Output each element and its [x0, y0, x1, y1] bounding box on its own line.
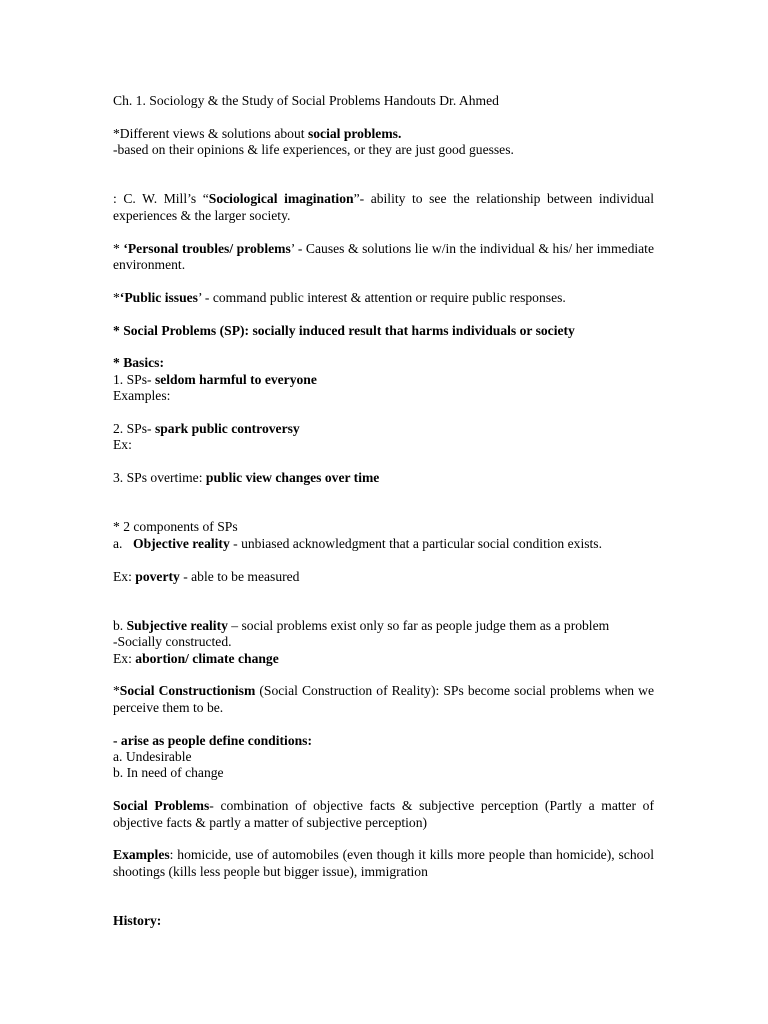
- objective-reality-bold: Objective reality: [133, 535, 230, 551]
- components-heading-text: * 2 components of SPs: [113, 519, 238, 535]
- basics-item-1-examples: [113, 388, 654, 404]
- mills-bold: Sociological imagination: [208, 191, 354, 207]
- basics-item-3: [113, 470, 654, 486]
- abortion-ex-bold: abortion/ climate change: [135, 650, 279, 666]
- basics-item-2-bold: spark public controversy: [154, 421, 300, 437]
- subjective-reality-bold: Subjective reality: [126, 617, 228, 633]
- poverty-ex-prefix: Ex:: [113, 568, 136, 584]
- different-views-line: [113, 126, 654, 142]
- views-bold: social problems.: [307, 125, 402, 141]
- mills-suffix: ”- ability to see the relationship between individual experiences & the larger society.: [113, 191, 654, 223]
- sp-combination-paragraph: [113, 798, 654, 831]
- basics-item-3-bold: public view changes over time: [205, 470, 380, 486]
- basics-item-1: [113, 372, 654, 388]
- objective-reality-line: [113, 536, 654, 552]
- objective-reality-suffix: - unbiased acknowledgment that a particular social condition exists.: [229, 535, 602, 551]
- mills-prefix: : C. W. Mill’s “: [113, 191, 209, 207]
- sp-combo-suffix: - combination of objective facts & subjective perception (Partly a matter of objective facts & partly a matter of subjective perception): [113, 798, 654, 830]
- examples-paragraph: [113, 847, 654, 880]
- mills-paragraph: [113, 191, 654, 224]
- arise-heading: [113, 733, 654, 749]
- socially-constructed-line: [113, 634, 654, 650]
- basics-item-2-ex: [113, 437, 654, 453]
- basics-item-1-examples-text: Examples:: [113, 388, 171, 404]
- poverty-ex-suffix: - able to be measured: [179, 568, 300, 584]
- subjective-reality-line: [113, 618, 654, 634]
- examples-suffix: : homicide, use of automobiles (even though it kills more people than homicide), school shootings (kills less people but bigger issue), immigration: [113, 847, 654, 879]
- objective-reality-label: a.: [113, 535, 123, 551]
- sp-combo-bold: Social Problems: [113, 798, 210, 814]
- arise-b-text: b. In need of change: [113, 765, 224, 781]
- constructionism-prefix: *: [113, 683, 120, 699]
- arise-bold: - arise as people define conditions:: [113, 732, 312, 748]
- constructionism-bold: Social Constructionism: [119, 683, 256, 699]
- poverty-example: [113, 569, 654, 585]
- constructionism-paragraph: [113, 683, 654, 716]
- basics-item-3-prefix: 3. SPs overtime:: [113, 470, 206, 486]
- components-heading: [113, 519, 654, 535]
- history-bold: History:: [113, 913, 162, 929]
- troubles-prefix: *: [113, 240, 124, 256]
- examples-bold: Examples: [113, 847, 170, 863]
- basics-item-2: [113, 421, 654, 437]
- socially-constructed-text: -Socially constructed.: [113, 634, 232, 650]
- abortion-ex-prefix: Ex:: [113, 650, 136, 666]
- basics-heading: [113, 355, 654, 371]
- public-issues-paragraph: [113, 290, 654, 306]
- opinions-line: [113, 142, 654, 158]
- constructionism-suffix: (Social Construction of Reality): SPs become social problems when we perceive them to be.: [113, 683, 654, 715]
- basics-item-2-prefix: 2. SPs-: [113, 421, 155, 437]
- arise-item-b: [113, 765, 654, 781]
- basics-heading-text: * Basics:: [113, 355, 164, 371]
- views-line2: -based on their opinions & life experiences, or they are just good guesses.: [113, 142, 514, 158]
- subjective-reality-prefix: b.: [113, 617, 127, 633]
- public-issues-prefix: *: [113, 289, 120, 305]
- subjective-reality-suffix: – social problems exist only so far as people judge them as a problem: [227, 617, 610, 633]
- basics-item-1-prefix: 1. SPs-: [113, 371, 155, 387]
- troubles-suffix: ’ - Causes & solutions lie w/in the individual & his/ her immediate environment.: [113, 240, 654, 273]
- personal-troubles-paragraph: [113, 241, 654, 274]
- public-issues-suffix: ’ - command public interest & attention or require public responses.: [197, 289, 566, 305]
- arise-item-a: [113, 749, 654, 765]
- handout-title: [113, 93, 654, 109]
- public-issues-bold: ‘Public issues: [119, 289, 198, 305]
- basics-item-2-ex-text: Ex:: [113, 437, 132, 453]
- abortion-example: [113, 651, 654, 667]
- document-page: [113, 93, 654, 929]
- poverty-ex-bold: poverty: [135, 568, 180, 584]
- views-prefix: *Different views & solutions about: [113, 125, 308, 141]
- history-heading: [113, 913, 654, 929]
- troubles-bold: ‘Personal troubles/ problems: [123, 240, 291, 256]
- sp-definition: [113, 323, 654, 339]
- title-text: Ch. 1. Sociology & the Study of Social Problems Handouts Dr. Ahmed: [113, 93, 499, 108]
- basics-item-1-bold: seldom harmful to everyone: [154, 371, 317, 387]
- arise-a-text: a. Undesirable: [113, 749, 192, 765]
- sp-definition-bold: * Social Problems (SP): socially induced result that harms individuals or society: [113, 322, 575, 338]
